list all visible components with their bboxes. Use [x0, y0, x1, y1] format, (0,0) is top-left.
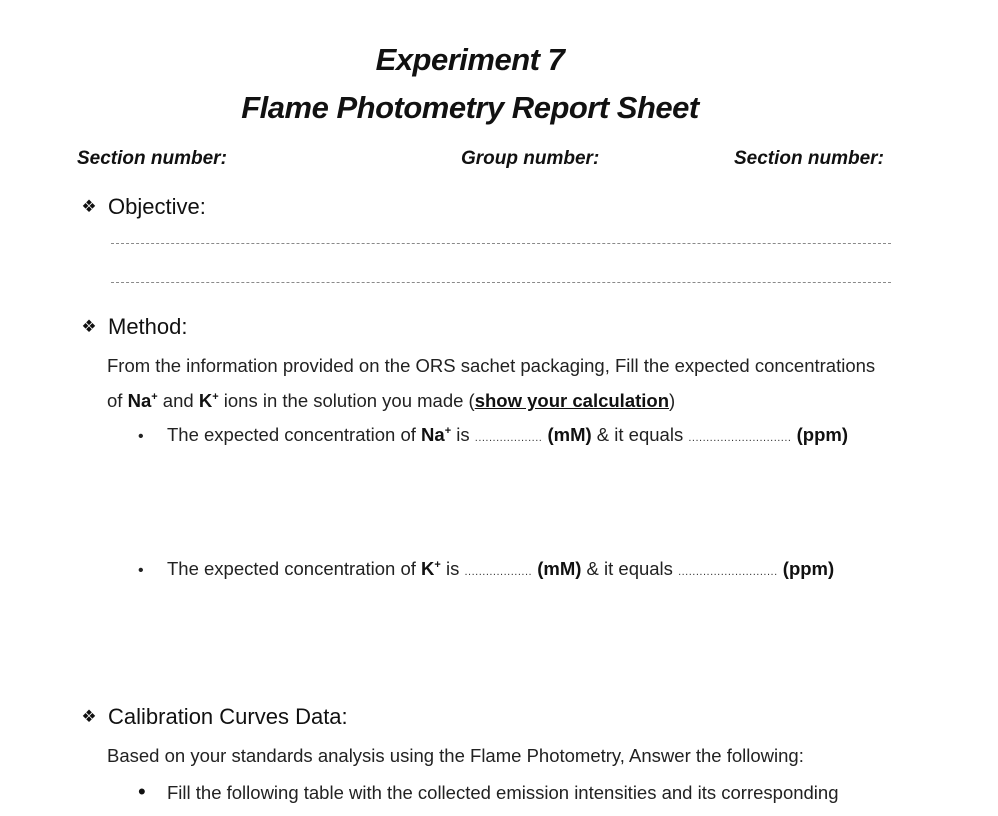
item-text: & it equals: [591, 424, 689, 445]
diamond-bullet-icon: ❖: [81, 197, 97, 216]
potassium-symbol: K: [198, 390, 213, 411]
calibration-heading-label: Calibration Curves Data:: [108, 704, 348, 729]
intro-text: and: [157, 390, 199, 411]
method-intro-line-1: From the information provided on the ORS sachet packaging, Fill the expected concentrations: [107, 355, 876, 376]
item-text: is: [451, 424, 475, 445]
method-intro-line-2: [107, 390, 675, 412]
potassium-symbol: K: [421, 558, 435, 579]
method-heading: [80, 314, 188, 340]
na-ppm-blank[interactable]: .............................: [688, 432, 792, 444]
diamond-bullet-icon: ❖: [81, 707, 97, 726]
potassium-charge: +: [212, 391, 219, 403]
unit-mm: (mM): [537, 558, 582, 579]
potassium-charge: +: [434, 559, 441, 571]
objective-heading-label: Objective:: [108, 194, 206, 219]
sodium-charge: +: [151, 391, 158, 403]
calibration-item-text: Fill the following table with the collected emission intensities and its corresponding: [167, 782, 839, 803]
unit-mm: (mM): [547, 424, 592, 445]
calibration-heading: [80, 704, 348, 730]
objective-answer-line-1[interactable]: [111, 243, 891, 244]
intro-text: ions in the solution you made (: [218, 390, 475, 411]
objective-heading: [80, 194, 206, 220]
section-number-label-left: Section number:: [77, 148, 227, 169]
section-number-label-right: Section number:: [734, 148, 884, 169]
unit-ppm: (ppm): [796, 424, 848, 445]
calibration-intro: Based on your standards analysis using the Flame Photometry, Answer the following:: [107, 745, 804, 766]
sodium-symbol: Na: [127, 390, 152, 411]
method-item-2-bullet: •: [138, 562, 144, 579]
item-text: & it equals: [581, 558, 679, 579]
page-title: Experiment 7: [375, 42, 565, 77]
k-ppm-blank[interactable]: ............................: [678, 566, 778, 578]
group-number-label: Group number:: [461, 148, 600, 169]
intro-text: of: [107, 390, 128, 411]
show-calculation-emphasis: show your calculation: [474, 390, 670, 411]
sodium-charge: +: [444, 425, 452, 437]
na-mm-blank[interactable]: ...................: [474, 432, 543, 444]
objective-answer-line-2[interactable]: [111, 282, 891, 283]
page-subtitle: Flame Photometry Report Sheet: [241, 90, 699, 125]
k-mm-blank[interactable]: ...................: [464, 566, 533, 578]
method-heading-label: Method:: [108, 314, 188, 339]
method-item-1: [167, 424, 848, 446]
method-item-2: [167, 558, 834, 580]
item-text: is: [440, 558, 465, 579]
sodium-symbol: Na: [421, 424, 445, 445]
item-text: The expected concentration of: [167, 558, 422, 579]
diamond-bullet-icon: ❖: [81, 317, 97, 336]
intro-text: ): [669, 390, 676, 411]
unit-ppm: (ppm): [782, 558, 835, 579]
method-item-1-bullet: •: [138, 428, 144, 445]
item-text: The expected concentration of: [167, 424, 422, 445]
calibration-item-bullet: •: [138, 779, 146, 804]
